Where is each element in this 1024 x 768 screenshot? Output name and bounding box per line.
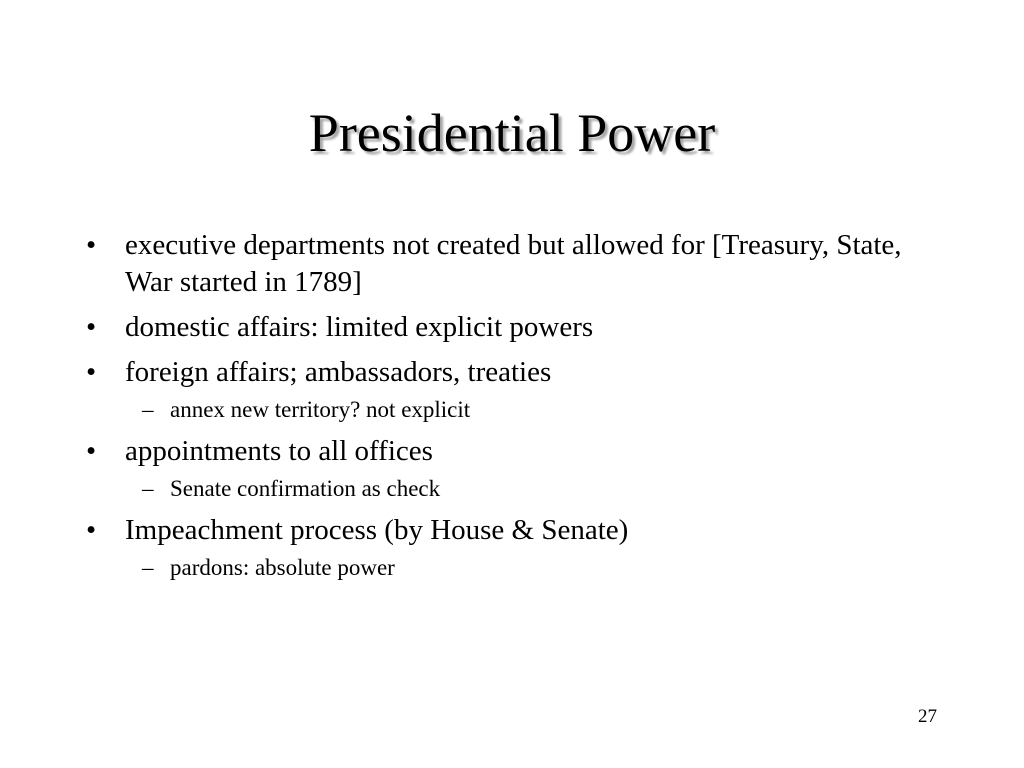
bullet-marker: • (86, 514, 97, 546)
bullet-marker: • (86, 356, 97, 388)
bullet-item (84, 433, 944, 470)
bullet-item (84, 309, 944, 346)
sub-bullet-text: annex new territory? not explicit (170, 397, 471, 422)
dash-marker: – (142, 476, 154, 501)
page-number: 27 (918, 706, 937, 727)
bullet-marker: • (86, 435, 97, 467)
sub-bullet-item (84, 395, 944, 425)
sub-bullet-item (84, 474, 944, 504)
slide-title: Presidential Power (308, 103, 716, 163)
bullet-item (84, 354, 944, 391)
bullet-text: executive departments not created but allowed for [Treasury, State, War started in 1789] (125, 229, 902, 298)
bullet-text: foreign affairs; ambassadors, treaties (125, 356, 552, 388)
bullet-text: appointments to all offices (125, 435, 433, 467)
bullet-item (84, 227, 944, 301)
dash-marker: – (142, 397, 154, 422)
sub-bullet-text: pardons: absolute power (170, 555, 395, 580)
bullet-text: Impeachment process (by House & Senate) (125, 514, 629, 546)
sub-bullet-item (84, 553, 944, 583)
bullet-text: domestic affairs: limited explicit powers (125, 311, 594, 343)
bullet-list (84, 227, 944, 591)
sub-bullet-text: Senate confirmation as check (170, 476, 441, 501)
dash-marker: – (142, 555, 154, 580)
bullet-item (84, 512, 944, 549)
bullet-marker: • (86, 311, 97, 343)
bullet-marker: • (86, 229, 97, 261)
